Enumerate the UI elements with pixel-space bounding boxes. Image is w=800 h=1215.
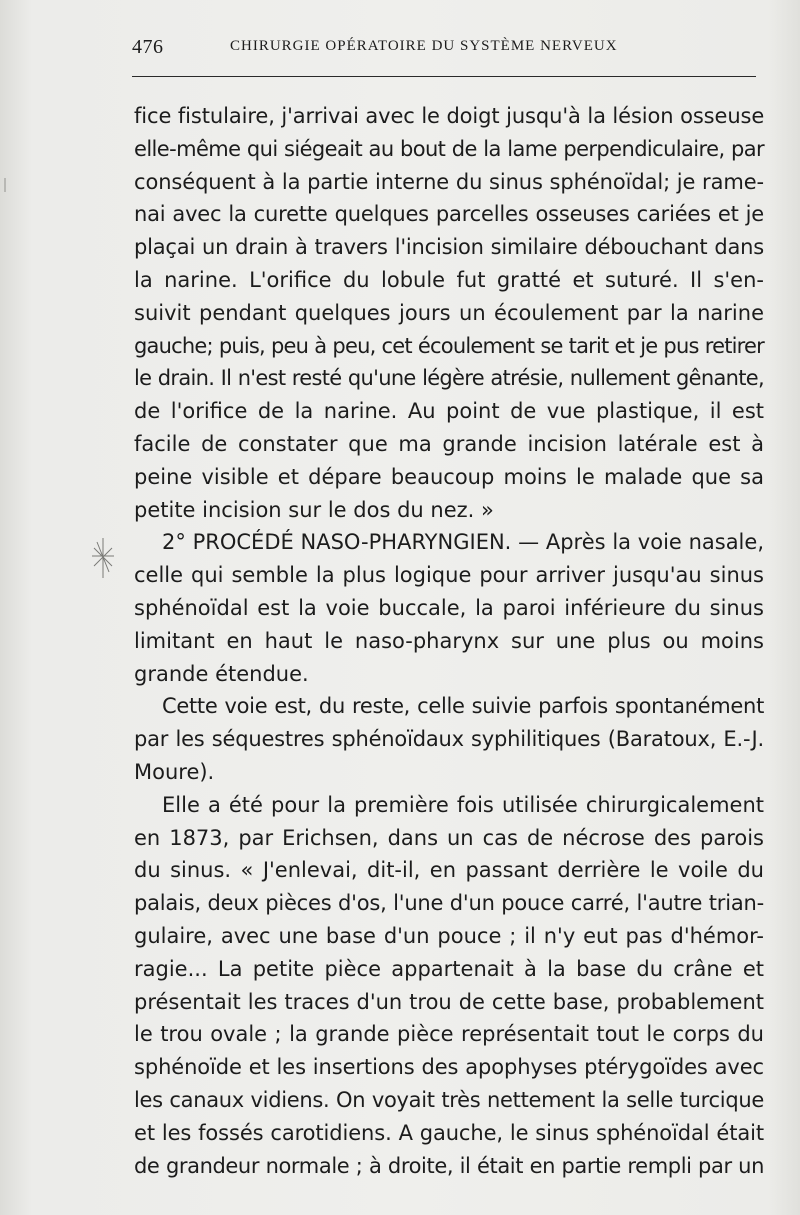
text-line: nai avec la curette quelques parcelles osseuses cariées et je [134, 202, 764, 227]
text-line: petite incision sur le dos du nez. » [134, 497, 494, 522]
text-line: en 1873, par Erichsen, dans un cas de nécrose des parois [134, 825, 764, 850]
header-rule [132, 76, 756, 77]
text-line: le trou ovale ; la grande pièce représentait tout le corps du [134, 1022, 764, 1047]
text-line: sphénoïde et les insertions des apophyses ptérygoïdes avec [134, 1055, 764, 1080]
running-head [132, 36, 756, 60]
text-line: facile de constater que ma grande incision latérale est à [134, 431, 764, 456]
text-line: Moure). [134, 759, 215, 784]
text-line: de l'orifice de la narine. Au point de vue plastique, il est [134, 399, 764, 424]
text-line: le drain. Il n'est resté qu'une légère atrésie, nullement gênante, [134, 366, 764, 391]
text-line: du sinus. « J'enlevai, dit-il, en passant derrière le voile du [134, 858, 764, 883]
text-line: présentait les traces d'un trou de cette base, probablement [134, 989, 764, 1014]
text-line: conséquent à la partie interne du sinus sphénoïdal; je rame- [134, 169, 764, 194]
text-line: Elle a été pour la première fois utilisée chirurgicalement [162, 792, 764, 817]
body-text [134, 100, 764, 1182]
margin-annotation-mark [86, 534, 120, 582]
section-heading-line: 2° PROCÉDÉ NASO-PHARYNGIEN. — Après la voie nasale, [162, 530, 764, 555]
text-line: et les fossés carotidiens. A gauche, le sinus sphénoïdal était [134, 1120, 764, 1145]
text-line: les canaux vidiens. On voyait très nettement la selle turcique [134, 1087, 764, 1112]
text-line: gauche; puis, peu à peu, cet écoulement se tarit et je pus retirer [134, 333, 764, 358]
text-line: limitant en haut le naso-pharynx sur une plus ou moins [134, 628, 764, 653]
text-line: suivit pendant quelques jours un écoulement par la narine [134, 300, 764, 325]
text-line: plaçai un drain à travers l'incision similaire débouchant dans [134, 235, 764, 260]
text-line: grande étendue. [134, 661, 309, 686]
text-line: de grandeur normale ; à droite, il était en partie rempli par un [134, 1153, 764, 1178]
text-line: peine visible et dépare beaucoup moins le malade que sa [134, 464, 764, 489]
text-line: Cette voie est, du reste, celle suivie parfois spontanément [162, 694, 764, 719]
text-line: sphénoïdal est la voie buccale, la paroi inférieure du sinus [134, 595, 764, 620]
edge-mark [4, 178, 6, 192]
text-line: gulaire, avec une base d'un pouce ; il n'y eut pas d'hémor- [134, 923, 764, 948]
text-line: celle qui semble la plus logique pour arriver jusqu'au sinus [134, 563, 764, 588]
text-line: par les séquestres sphénoïdaux syphilitiques (Baratoux, E.-J. [134, 727, 764, 752]
text-line: palais, deux pièces d'os, l'une d'un pouce carré, l'autre trian- [134, 891, 764, 916]
page-number: 476 [132, 36, 164, 58]
text-line: ragie... La petite pièce appartenait à la base du crâne et [134, 956, 764, 981]
running-title: CHIRURGIE OPÉRATOIRE DU SYSTÈME NERVEUX [230, 38, 618, 54]
text-line: la narine. L'orifice du lobule fut gratté et suturé. Il s'en- [134, 267, 764, 292]
text-line: elle-même qui siégeait au bout de la lame perpendiculaire, par [134, 136, 764, 161]
text-line: fice fistulaire, j'arrivai avec le doigt jusqu'à la lésion osseuse [134, 104, 765, 128]
